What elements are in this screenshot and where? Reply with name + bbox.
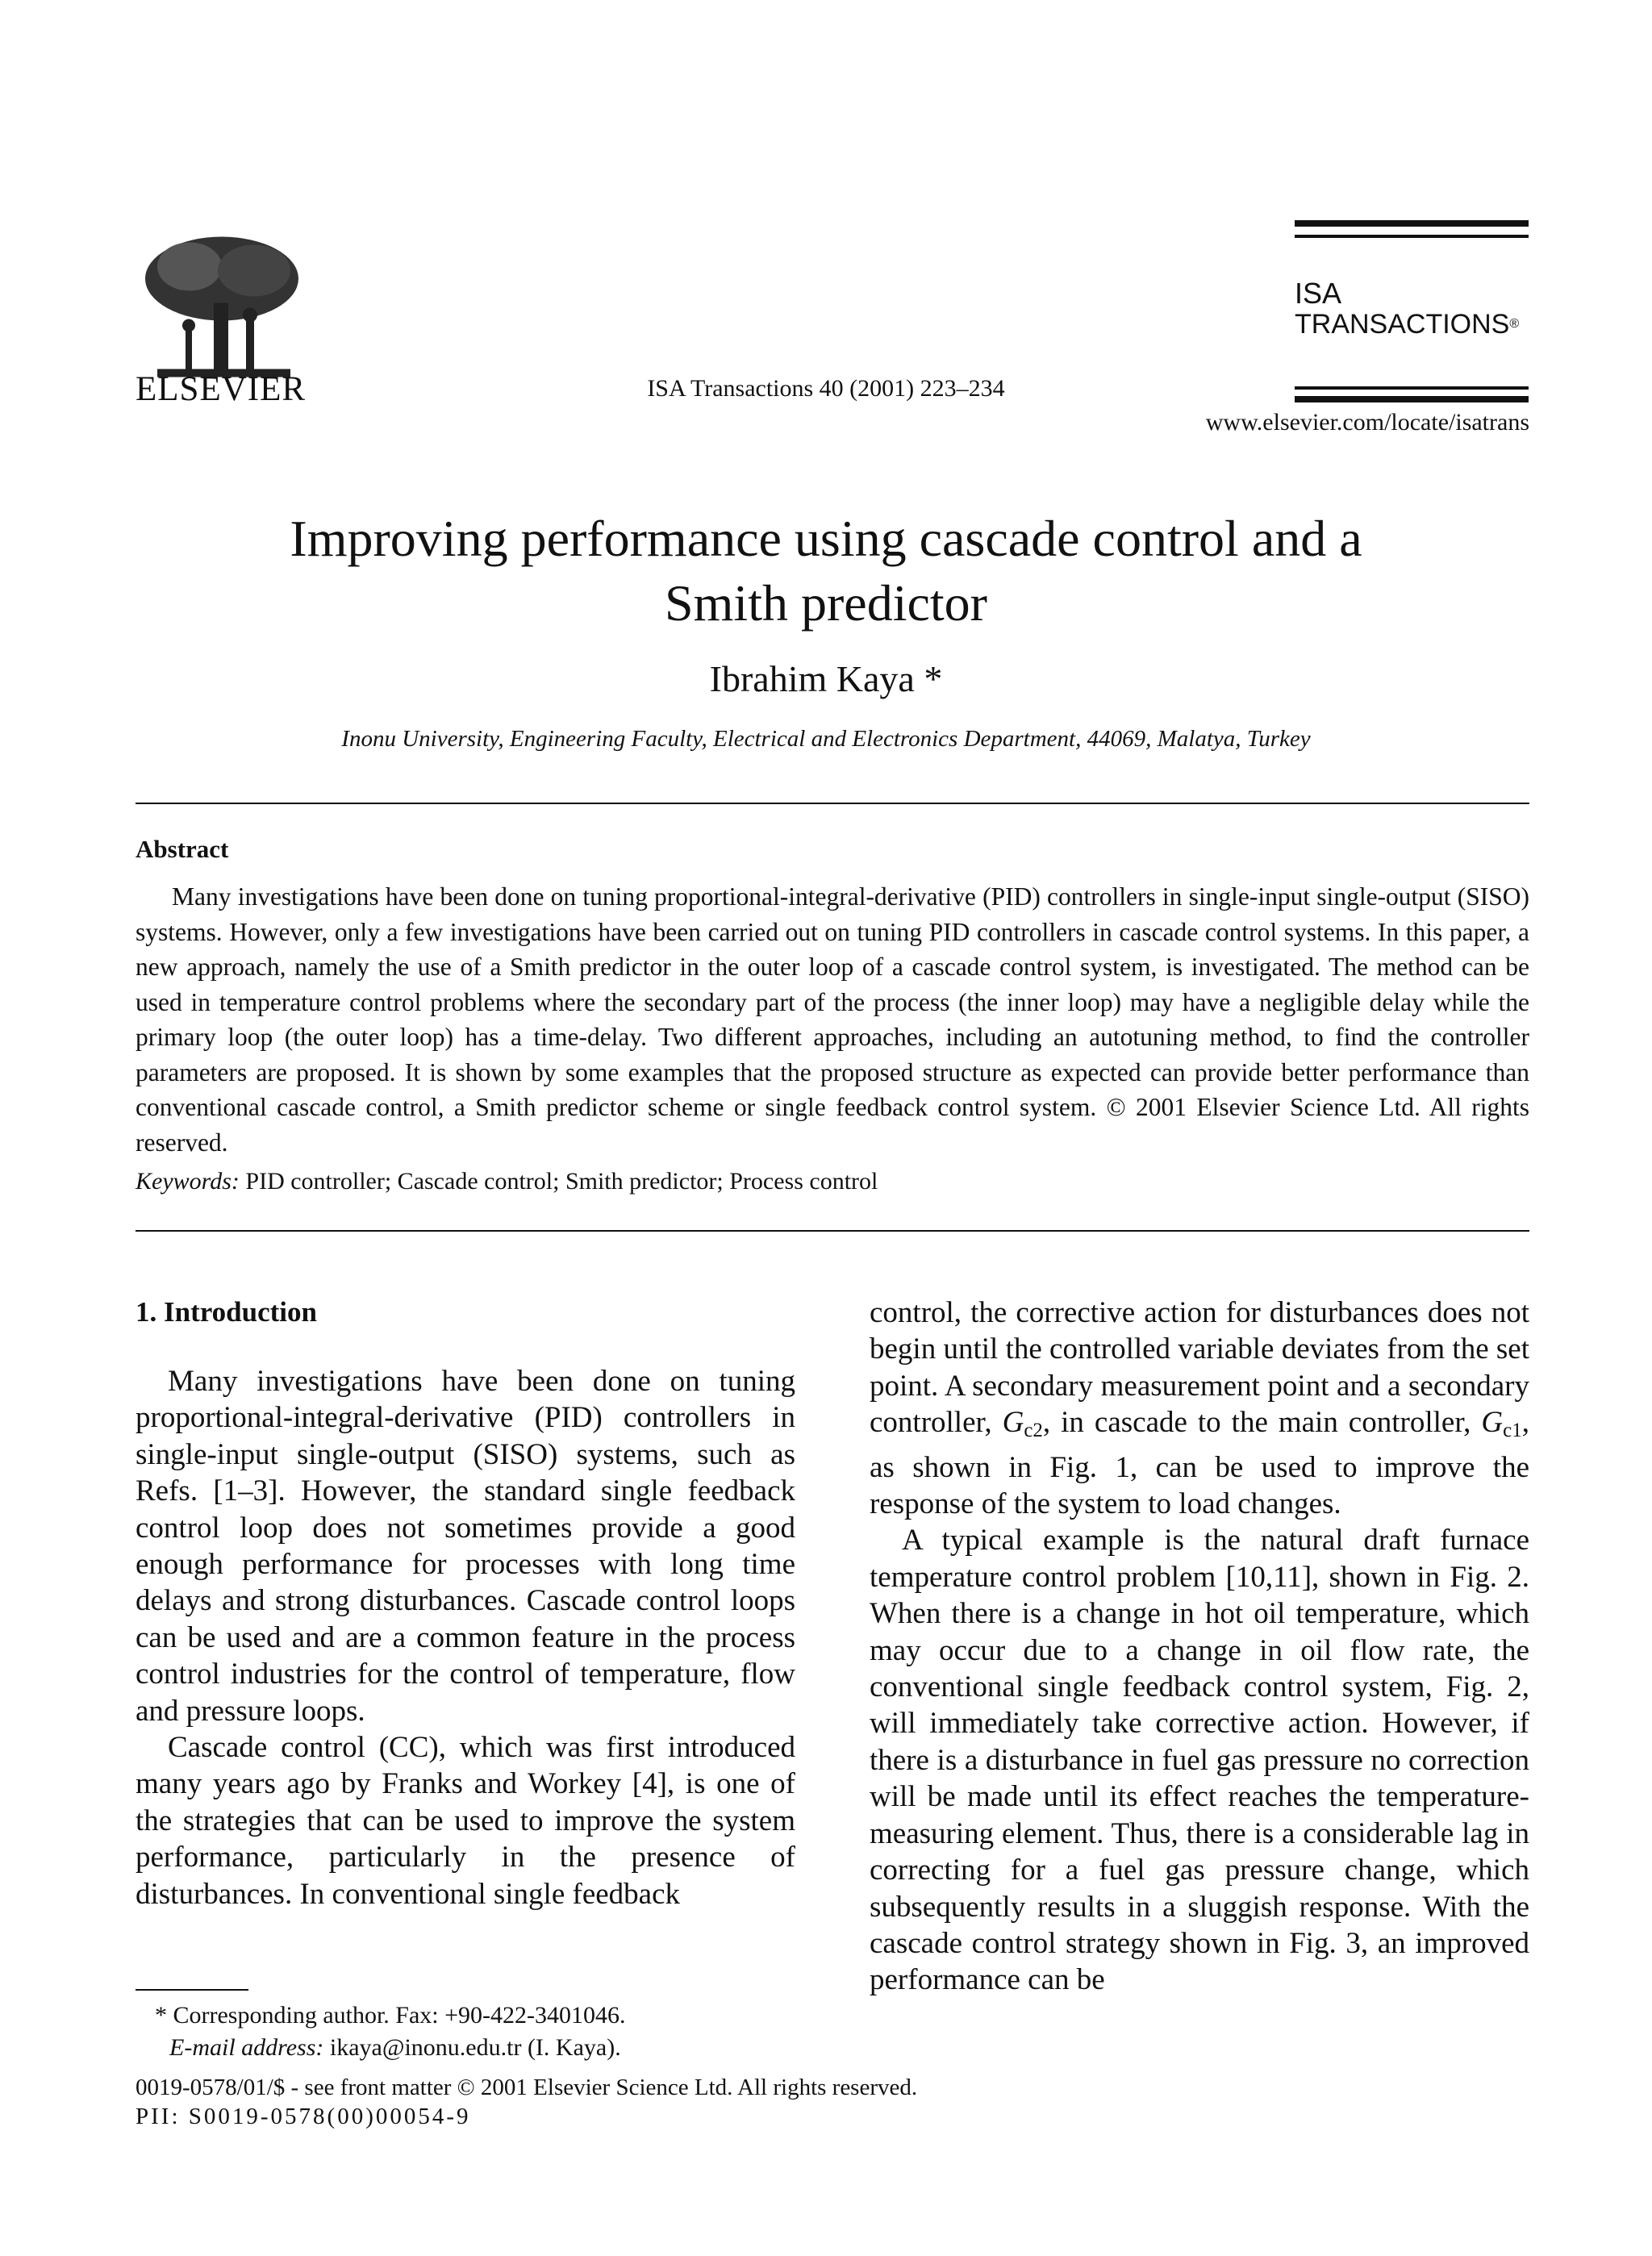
paper-title: Improving performance using cascade control and a Smith predictor: [290, 510, 1362, 632]
text-span: control, the corrective action for disturbances does not begin until the controlled variable deviates from the set point. A secondary measurement point and a secondary controller,: [870, 1296, 1529, 1440]
journal-logo-text: TRANSACTIONS: [1295, 309, 1510, 340]
publisher-wordmark: ELSEVIER: [136, 370, 307, 408]
paragraph: A typical example is the natural draft furnace temperature control problem [10,11], shown in Fig. 2. When there is a change in hot oil temperature, which may occur due to a change in oil flow rate, the conventional single feedback control system, Fig. 2, will immediately take corrective action. However, if there is a disturbance in fuel gas pressure no correction will be made until its effect reaches the temperature-measuring element. Thus, there is a considerable lag in correcting for a fuel gas pressure change, which subsequently results in a sluggish response. With the cascade control strategy shown in Fig. 3, an improved performance can be: [870, 1524, 1529, 1997]
journal-logo-bars-bottom: [1295, 386, 1529, 409]
author-name: Ibrahim Kaya *: [709, 658, 943, 699]
logo-bar: [1295, 396, 1529, 402]
left-column: [136, 1363, 795, 1912]
pii-line: PII: S0019-0578(00)00054-9: [136, 2104, 471, 2129]
symbol: G: [1481, 1406, 1504, 1440]
divider: [136, 1230, 1529, 1232]
footnote-rule: [136, 1989, 248, 1991]
divider: [136, 803, 1529, 804]
abstract-text: Many investigations have been done on tuning proportional-integral-derivative (PID) controllers in single-input single-output (SISO) systems. However, only a few investigations have been carried out on tuning PID controllers in cascade control systems. In this paper, a new approach, namely the use of a Smith predictor in the outer loop of a cascade control system, is investigated. The method can be used in temperature control problems where the secondary part of the process (the inner loop) may have a negligible delay while the primary loop (the outer loop) has a time-delay. Two different approaches, including an autotuning method, to find the controller parameters are proposed. It is shown by some examples that the proposed structure as expected can provide better performance than conventional cascade control, a Smith predictor scheme or single feedback control system. © 2001 Elsevier Science Ltd. All rights reserved.: [136, 882, 1529, 1157]
subscript: c2: [1024, 1420, 1043, 1442]
journal-reference: ISA Transactions 40 (2001) 223–234: [647, 375, 1005, 402]
registered-mark: ®: [1509, 317, 1520, 331]
journal-logo-line2: [1295, 310, 1519, 339]
footnote-corresponding: * Corresponding author. Fax: +90-422-3401046.: [155, 2002, 626, 2029]
journal-logo-line1: ISA: [1295, 277, 1342, 310]
paragraph: Many investigations have been done on tuning proportional-integral-derivative (PID) controllers in single-input single-output (SISO) systems, such as Refs. [1–3]. However, the standard single feedback control loop does not sometimes provide a good enough performance for processes with long time delays and strong disturbances. Cascade control loops can be used and are a common feature in the process control industries for the control of temperature, flow and pressure loops.: [136, 1365, 795, 1728]
abstract-heading: Abstract: [136, 835, 229, 863]
email-label: E-mail address:: [169, 2034, 324, 2061]
footnote-email: [169, 2034, 621, 2062]
keywords-list: PID controller; Cascade control; Smith predictor; Process control: [245, 1168, 878, 1195]
keywords-label: Keywords:: [136, 1168, 240, 1195]
text-span: , as shown in Fig. 1, can be used to improve the response of the system to load changes.: [870, 1406, 1529, 1521]
author-affiliation: Inonu University, Engineering Faculty, Electrical and Electronics Department, 44069, Malatya, Turkey: [341, 726, 1311, 752]
keywords: [136, 1168, 878, 1195]
email-address[interactable]: ikaya@inonu.edu.tr (I. Kaya).: [329, 2034, 621, 2061]
subscript: c1: [1503, 1420, 1522, 1442]
paragraph: [870, 1295, 1529, 1522]
journal-logo-bars-top: [1295, 220, 1529, 246]
logo-bar: [1295, 235, 1529, 238]
logo-bar: [1295, 220, 1529, 227]
right-column: [870, 1295, 1529, 1999]
journal-url[interactable]: www.elsevier.com/locate/isatrans: [1205, 409, 1529, 436]
copyright-line: 0019-0578/01/$ - see front matter © 2001 Elsevier Science Ltd. All rights reserved.: [136, 2075, 918, 2100]
symbol: G: [1002, 1406, 1024, 1440]
section-heading: 1. Introduction: [136, 1296, 317, 1328]
text-span: , in cascade to the main controller,: [1042, 1406, 1482, 1440]
logo-bar: [1295, 386, 1529, 390]
paragraph: Cascade control (CC), which was first introduced many years ago by Franks and Workey [4], is one of the strategies that can be used to improve the system performance, particularly in the presence of disturbances. In conventional single feedback: [136, 1731, 795, 1911]
